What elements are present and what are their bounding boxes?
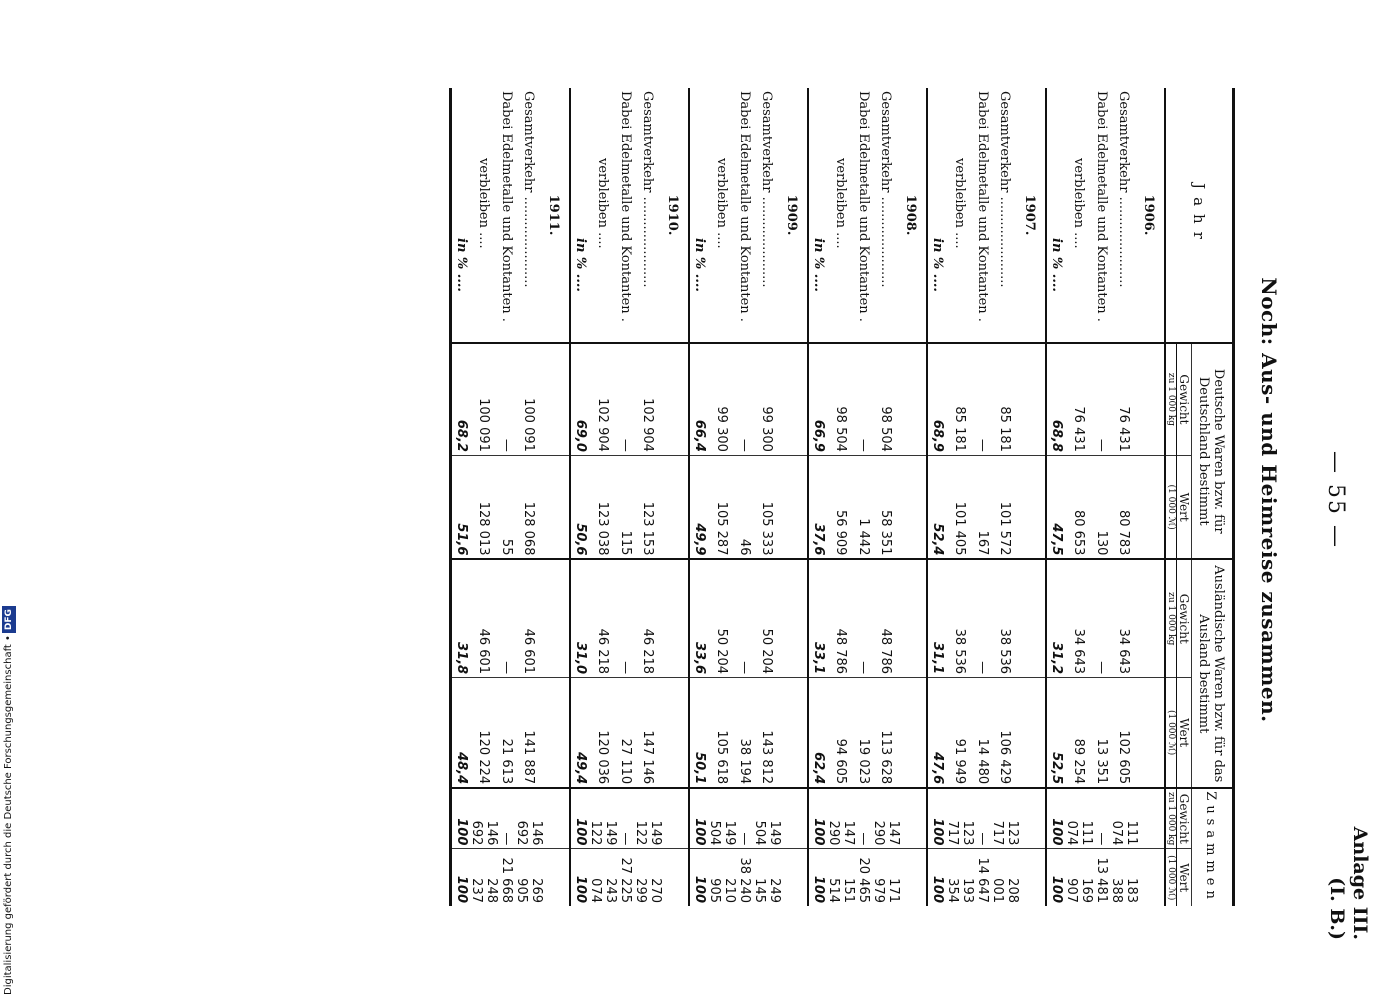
row-label: Dabei Edelmetalle und Kontanten . <box>975 91 990 322</box>
row-gesamtverkehr <box>752 88 782 906</box>
row-label: Dabei Edelmetalle und Kontanten . <box>856 91 871 322</box>
row-edelmetalle <box>1094 88 1109 906</box>
wert-value: 171 979 <box>871 849 901 906</box>
empty-cell <box>901 849 927 906</box>
wert-value: 20 465 <box>856 849 871 906</box>
row-gesamtverkehr <box>514 88 544 906</box>
col-wert: Wert <box>1177 455 1192 559</box>
gewicht-value: — <box>737 788 752 849</box>
wert-value: 120 224 <box>469 678 499 789</box>
gewicht-value: 146 692 <box>514 788 544 849</box>
row-gesamtverkehr <box>1109 88 1139 906</box>
wert-value: 50,1 <box>689 678 707 789</box>
empty-cell <box>782 455 808 559</box>
year-label: 1911. <box>546 194 561 236</box>
gewicht-value: 100 <box>927 788 945 849</box>
gewicht-value: 99 300 <box>752 343 782 455</box>
wert-value: 102 605 <box>1109 678 1139 789</box>
row-label: Gesamtverkehr ...................... <box>640 91 656 288</box>
wert-value: 105 618 <box>707 678 737 789</box>
row-percent <box>451 88 470 906</box>
gewicht-value: 147 290 <box>871 788 901 849</box>
wert-value: 270 299 <box>633 849 663 906</box>
gewicht-value: 66,9 <box>808 343 826 455</box>
wert-value: 14 647 <box>975 849 990 906</box>
wert-value: 141 887 <box>514 678 544 789</box>
wert-value: 243 074 <box>588 849 618 906</box>
wert-value: 100 <box>689 849 707 906</box>
row-edelmetalle <box>856 88 871 906</box>
page-title: Noch: Aus- und Heimreise zusammen. <box>1257 277 1281 723</box>
wert-value: 51,6 <box>451 455 470 559</box>
wert-value: 58 351 <box>871 455 901 559</box>
empty-cell <box>663 455 689 559</box>
gewicht-value: — <box>975 559 990 677</box>
credit-strip <box>2 605 16 995</box>
gewicht-value: — <box>975 343 990 455</box>
row-label: verbleiben .... <box>476 158 492 249</box>
row-label: Dabei Edelmetalle und Kontanten . <box>499 91 514 322</box>
credit-text: Digitalisierung gefördert durch die Deutsche Forschungsgemeinschaft • <box>3 635 14 995</box>
wert-value: 210 905 <box>707 849 737 906</box>
gewicht-value: 123 717 <box>990 788 1020 849</box>
gewicht-value: — <box>1094 788 1109 849</box>
empty-cell <box>901 788 927 849</box>
wert-value: 248 237 <box>469 849 499 906</box>
wert-value: 56 909 <box>826 455 856 559</box>
row-label: Gesamtverkehr ...................... <box>521 91 537 288</box>
gewicht-value: 31,8 <box>451 559 470 677</box>
wert-value: 115 <box>618 455 633 559</box>
empty-cell <box>544 559 570 677</box>
empty-cell <box>544 455 570 559</box>
gewicht-value: 68,2 <box>451 343 470 455</box>
row-gesamtverkehr <box>871 88 901 906</box>
empty-cell <box>782 849 808 906</box>
gewicht-value: 98 504 <box>826 343 856 455</box>
row-verbleiben <box>469 88 499 906</box>
row-label: in % .... <box>570 88 588 343</box>
empty-cell <box>663 678 689 789</box>
empty-cell <box>782 343 808 455</box>
gewicht-value: 149 122 <box>588 788 618 849</box>
gewicht-value: 34 643 <box>1109 559 1139 677</box>
wert-value: 89 254 <box>1064 678 1094 789</box>
gewicht-value: 50 204 <box>752 559 782 677</box>
wert-value: 100 <box>927 849 945 906</box>
gewicht-value: 85 181 <box>990 343 1020 455</box>
wert-value: 27 225 <box>618 849 633 906</box>
unit-wert: (1 000 ℳ) <box>1165 455 1177 559</box>
empty-cell <box>1020 559 1046 677</box>
gewicht-value: 68,9 <box>927 343 945 455</box>
gewicht-value: 48 786 <box>871 559 901 677</box>
empty-cell <box>1020 343 1046 455</box>
anlage-line2: (I. B.) <box>1326 877 1348 940</box>
empty-cell <box>901 343 927 455</box>
gewicht-value: 46 601 <box>514 559 544 677</box>
row-gesamtverkehr <box>990 88 1020 906</box>
page-number: — 55 — <box>1323 451 1348 549</box>
wert-value: 269 905 <box>514 849 544 906</box>
gewicht-value: 66,4 <box>689 343 707 455</box>
year-row <box>663 88 689 906</box>
row-percent <box>689 88 707 906</box>
row-label: Dabei Edelmetalle und Kontanten . <box>1094 91 1109 322</box>
row-edelmetalle <box>975 88 990 906</box>
wert-value: 100 <box>808 849 826 906</box>
wert-value: 52,5 <box>1046 678 1064 789</box>
gewicht-value: 100 091 <box>469 343 499 455</box>
statistics-table <box>449 88 1235 906</box>
wert-value: 47,6 <box>927 678 945 789</box>
empty-cell <box>901 455 927 559</box>
row-verbleiben <box>707 88 737 906</box>
wert-value: 62,4 <box>808 678 826 789</box>
wert-value: 1 442 <box>856 455 871 559</box>
empty-cell <box>1139 678 1165 789</box>
row-label: in % .... <box>689 88 707 343</box>
gewicht-value: 100 <box>1046 788 1064 849</box>
empty-cell <box>782 788 808 849</box>
gewicht-value: — <box>618 788 633 849</box>
wert-value: 123 038 <box>588 455 618 559</box>
table-header-groups <box>1192 88 1234 906</box>
gewicht-value: — <box>856 559 871 677</box>
empty-cell <box>1020 849 1046 906</box>
wert-value: 49,9 <box>689 455 707 559</box>
year-row <box>1020 88 1046 906</box>
wert-value: 91 949 <box>945 678 975 789</box>
row-label: Gesamtverkehr ...................... <box>759 91 775 288</box>
gewicht-value: 34 643 <box>1064 559 1094 677</box>
col-wert: Wert <box>1177 678 1192 789</box>
col-gewicht: Gewicht <box>1177 559 1192 677</box>
gewicht-value: 102 904 <box>588 343 618 455</box>
gewicht-value: 123 717 <box>945 788 975 849</box>
row-label: verbleiben .... <box>1071 158 1087 249</box>
row-label: verbleiben .... <box>595 158 611 249</box>
gewicht-value: — <box>499 788 514 849</box>
wert-value: 13 351 <box>1094 678 1109 789</box>
gewicht-value: 76 431 <box>1064 343 1094 455</box>
wert-value: 101 572 <box>990 455 1020 559</box>
wert-value: 249 145 <box>752 849 782 906</box>
empty-cell <box>544 343 570 455</box>
dfg-logo: DFG <box>2 606 16 633</box>
gewicht-value: 147 290 <box>826 788 856 849</box>
empty-cell <box>663 788 689 849</box>
gewicht-value: 31,0 <box>570 559 588 677</box>
gewicht-value: 46 218 <box>633 559 663 677</box>
row-edelmetalle <box>737 88 752 906</box>
gewicht-value: 50 204 <box>707 559 737 677</box>
row-label: in % .... <box>451 88 470 343</box>
group-header-foreign: Ausländische Waren bzw. für das Ausland bestimmt <box>1192 559 1234 788</box>
wert-value: 100 <box>570 849 588 906</box>
row-label: Gesamtverkehr ...................... <box>878 91 894 288</box>
wert-value: 13 481 <box>1094 849 1109 906</box>
group-header-total: Zusammen <box>1192 788 1234 906</box>
gewicht-value: — <box>975 788 990 849</box>
row-verbleiben <box>945 88 975 906</box>
wert-value: 130 <box>1094 455 1109 559</box>
unit-gewicht: zu 1 000 kg <box>1165 788 1177 849</box>
year-column-header: Jahr <box>1165 88 1234 343</box>
wert-value: 80 783 <box>1109 455 1139 559</box>
year-label: 1906. <box>1141 194 1156 236</box>
empty-cell <box>1139 455 1165 559</box>
gewicht-value: 149 504 <box>752 788 782 849</box>
gewicht-value: — <box>737 343 752 455</box>
empty-cell <box>1139 343 1165 455</box>
gewicht-value: 99 300 <box>707 343 737 455</box>
row-label: Gesamtverkehr ...................... <box>1116 91 1132 288</box>
unit-gewicht: zu 1 000 kg <box>1165 343 1177 455</box>
wert-value: 120 036 <box>588 678 618 789</box>
wert-value: 151 514 <box>826 849 856 906</box>
gewicht-value: 98 504 <box>871 343 901 455</box>
col-gewicht: Gewicht <box>1177 788 1192 849</box>
row-percent <box>1046 88 1064 906</box>
year-label: 1908. <box>903 194 918 236</box>
wert-value: 105 333 <box>752 455 782 559</box>
year-row <box>901 88 927 906</box>
wert-value: 38 194 <box>737 678 752 789</box>
wert-value: 47,5 <box>1046 455 1064 559</box>
wert-value: 100 <box>451 849 470 906</box>
wert-value: 55 <box>499 455 514 559</box>
year-label: 1910. <box>665 194 680 236</box>
wert-value: 50,6 <box>570 455 588 559</box>
row-percent <box>927 88 945 906</box>
wert-value: 123 153 <box>633 455 663 559</box>
wert-value: 147 146 <box>633 678 663 789</box>
row-verbleiben <box>588 88 618 906</box>
gewicht-value: 48 786 <box>826 559 856 677</box>
wert-value: 128 013 <box>469 455 499 559</box>
wert-value: 52,4 <box>927 455 945 559</box>
gewicht-value: 100 <box>570 788 588 849</box>
group-header-german: Deutsche Waren bzw. für Deutschland bestimmt <box>1192 343 1234 559</box>
empty-cell <box>663 343 689 455</box>
wert-value: 21 668 <box>499 849 514 906</box>
gewicht-value: — <box>499 559 514 677</box>
year-row <box>782 88 808 906</box>
gewicht-value: 76 431 <box>1109 343 1139 455</box>
wert-value: 183 388 <box>1109 849 1139 906</box>
unit-wert: (1 000 ℳ) <box>1165 678 1177 789</box>
empty-cell <box>1139 559 1165 677</box>
wert-value: 21 613 <box>499 678 514 789</box>
empty-cell <box>1020 788 1046 849</box>
wert-value: 105 287 <box>707 455 737 559</box>
wert-value: 208 001 <box>990 849 1020 906</box>
gewicht-value: 149 122 <box>633 788 663 849</box>
year-row <box>1139 88 1165 906</box>
row-verbleiben <box>826 88 856 906</box>
anlage-line1: Anlage III. <box>1349 826 1371 940</box>
wert-value: 193 354 <box>945 849 975 906</box>
wert-value: 106 429 <box>990 678 1020 789</box>
gewicht-value: 31,2 <box>1046 559 1064 677</box>
wert-value: 169 907 <box>1064 849 1094 906</box>
gewicht-value: — <box>856 788 871 849</box>
wert-value: 14 480 <box>975 678 990 789</box>
empty-cell <box>1020 678 1046 789</box>
gewicht-value: 38 536 <box>945 559 975 677</box>
row-edelmetalle <box>618 88 633 906</box>
gewicht-value: 111 074 <box>1064 788 1094 849</box>
empty-cell <box>544 788 570 849</box>
empty-cell <box>544 849 570 906</box>
empty-cell <box>663 559 689 677</box>
wert-value: 37,6 <box>808 455 826 559</box>
row-percent <box>808 88 826 906</box>
gewicht-value: 68,8 <box>1046 343 1064 455</box>
gewicht-value: 38 536 <box>990 559 1020 677</box>
row-label: in % .... <box>927 88 945 343</box>
wert-value: 48,4 <box>451 678 470 789</box>
wert-value: 46 <box>737 455 752 559</box>
wert-value: 49,4 <box>570 678 588 789</box>
gewicht-value: 69,0 <box>570 343 588 455</box>
row-label: in % .... <box>1046 88 1064 343</box>
gewicht-value: 85 181 <box>945 343 975 455</box>
gewicht-value: 111 074 <box>1109 788 1139 849</box>
row-label: verbleiben .... <box>833 158 849 249</box>
empty-cell <box>1020 455 1046 559</box>
unit-gewicht: zu 1 000 kg <box>1165 559 1177 677</box>
wert-value: 113 628 <box>871 678 901 789</box>
gewicht-value: — <box>856 343 871 455</box>
row-label: verbleiben .... <box>714 158 730 249</box>
empty-cell <box>1139 788 1165 849</box>
empty-cell <box>663 849 689 906</box>
gewicht-value: — <box>618 343 633 455</box>
wert-value: 27 110 <box>618 678 633 789</box>
wert-value: 80 653 <box>1064 455 1094 559</box>
row-label: verbleiben .... <box>952 158 968 249</box>
empty-cell <box>544 678 570 789</box>
gewicht-value: — <box>499 343 514 455</box>
row-label: Dabei Edelmetalle und Kontanten . <box>618 91 633 322</box>
empty-cell <box>782 559 808 677</box>
wert-value: 143 812 <box>752 678 782 789</box>
empty-cell <box>901 559 927 677</box>
gewicht-value: — <box>618 559 633 677</box>
gewicht-value: 100 091 <box>514 343 544 455</box>
gewicht-value: — <box>1094 343 1109 455</box>
wert-value: 94 605 <box>826 678 856 789</box>
wert-value: 167 <box>975 455 990 559</box>
gewicht-value: 102 904 <box>633 343 663 455</box>
row-edelmetalle <box>499 88 514 906</box>
gewicht-value: 100 <box>808 788 826 849</box>
col-wert: Wert <box>1177 849 1192 906</box>
year-label: 1909. <box>784 194 799 236</box>
gewicht-value: — <box>737 559 752 677</box>
wert-value: 128 068 <box>514 455 544 559</box>
row-verbleiben <box>1064 88 1094 906</box>
col-gewicht: Gewicht <box>1177 343 1192 455</box>
gewicht-value: 46 601 <box>469 559 499 677</box>
year-row <box>544 88 570 906</box>
row-gesamtverkehr <box>633 88 663 906</box>
gewicht-value: 146 692 <box>469 788 499 849</box>
gewicht-value: 100 <box>689 788 707 849</box>
empty-cell <box>901 678 927 789</box>
gewicht-value: 149 504 <box>707 788 737 849</box>
row-label: in % .... <box>808 88 826 343</box>
gewicht-value: 33,1 <box>808 559 826 677</box>
wert-value: 101 405 <box>945 455 975 559</box>
wert-value: 100 <box>1046 849 1064 906</box>
wert-value: 19 023 <box>856 678 871 789</box>
gewicht-value: 31,1 <box>927 559 945 677</box>
wert-value: 38 240 <box>737 849 752 906</box>
year-label: 1907. <box>1022 194 1037 236</box>
gewicht-value: 100 <box>451 788 470 849</box>
table-body <box>451 88 1166 906</box>
unit-wert: (1 000 ℳ) <box>1165 849 1177 906</box>
empty-cell <box>1139 849 1165 906</box>
row-label: Dabei Edelmetalle und Kontanten . <box>737 91 752 322</box>
gewicht-value: 33,6 <box>689 559 707 677</box>
empty-cell <box>782 678 808 789</box>
row-label: Gesamtverkehr ...................... <box>997 91 1013 288</box>
gewicht-value: 46 218 <box>588 559 618 677</box>
row-percent <box>570 88 588 906</box>
gewicht-value: — <box>1094 559 1109 677</box>
